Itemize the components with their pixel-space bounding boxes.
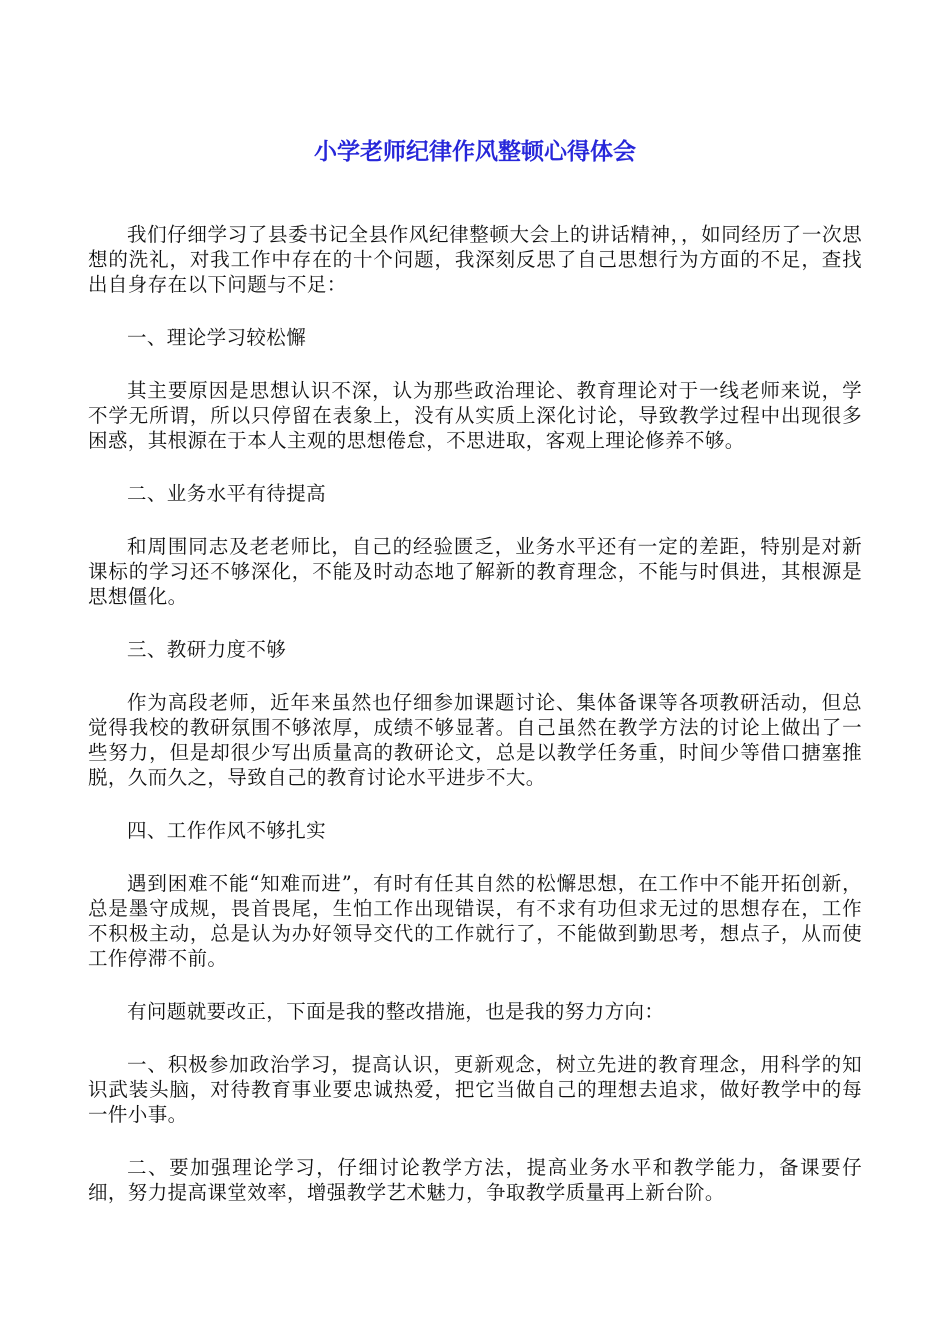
paragraph-problem-4: 遇到困难不能“知难而进”，有时有任其自然的松懈思想，在工作中不能开拓创新，总是墨守成规，畏首畏尾，生怕工作出现错误，有不求有功但求无过的思想存在，工作不积极主动，总是认为办好领导交代的工作就行了，不能做到勤思考，想点子，从而使工作停滞不前。 — [88, 872, 862, 970]
document-body — [88, 222, 862, 1233]
heading-problem-4: 四、工作作风不够扎实 — [127, 819, 327, 842]
paragraph-problem-3: 作为高段老师，近年来虽然也仔细参加课题讨论、集体备课等各项教研活动，但总觉得我校的教研氛围不够浓厚，成绩不够显著。自己虽然在教学方法的讨论上做出了一些努力，但是却很少写出质量高的教研论文，总是以教学任务重，时间少等借口搪塞推脱，久而久之，导致自己的教育讨论水平进步不大。 — [88, 691, 862, 789]
document-title: 小学老师纪律作风整顿心得体会 — [314, 139, 636, 165]
paragraph-problem-1: 其主要原因是思想认识不深，认为那些政治理论、教育理论对于一线老师来说，学不学无所谓，所以只停留在表象上，没有从实质上深化讨论，导致教学过程中出现很多困惑，其根源在于本人主观的思想倦怠，不思进取，客观上理论修养不够。 — [88, 379, 862, 452]
paragraph-measure-2: 二、要加强理论学习，仔细讨论教学方法，提高业务水平和教学能力，备课要仔细，努力提高课堂效率，增强教学艺术魅力，争取教学质量再上新台阶。 — [88, 1156, 862, 1204]
paragraph-intro: 我们仔细学习了县委书记全县作风纪律整顿大会上的讲话精神，，如同经历了一次思想的洗礼，对我工作中存在的十个问题，我深刻反思了自己思想行为方面的不足，查找出自身存在以下问题与不足： — [88, 223, 862, 296]
paragraph-transition: 有问题就要改正，下面是我的整改措施，也是我的努力方向： — [127, 1000, 665, 1023]
heading-problem-3: 三、教研力度不够 — [127, 638, 287, 661]
heading-problem-2: 二、业务水平有待提高 — [127, 482, 327, 505]
heading-problem-1: 一、理论学习较松懈 — [127, 326, 307, 349]
paragraph-measure-1: 一、积极参加政治学习，提高认识，更新观念，树立先进的教育理念，用科学的知识武装头脑，对待教育事业要忠诚热爱，把它当做自己的理想去追求，做好教学中的每一件小事。 — [88, 1053, 862, 1126]
paragraph-problem-2: 和周围同志及老老师比，自己的经验匮乏，业务水平还有一定的差距，特别是对新课标的学习还不够深化，不能及时动态地了解新的教育理念，不能与时俱进，其根源是思想僵化。 — [88, 535, 862, 608]
